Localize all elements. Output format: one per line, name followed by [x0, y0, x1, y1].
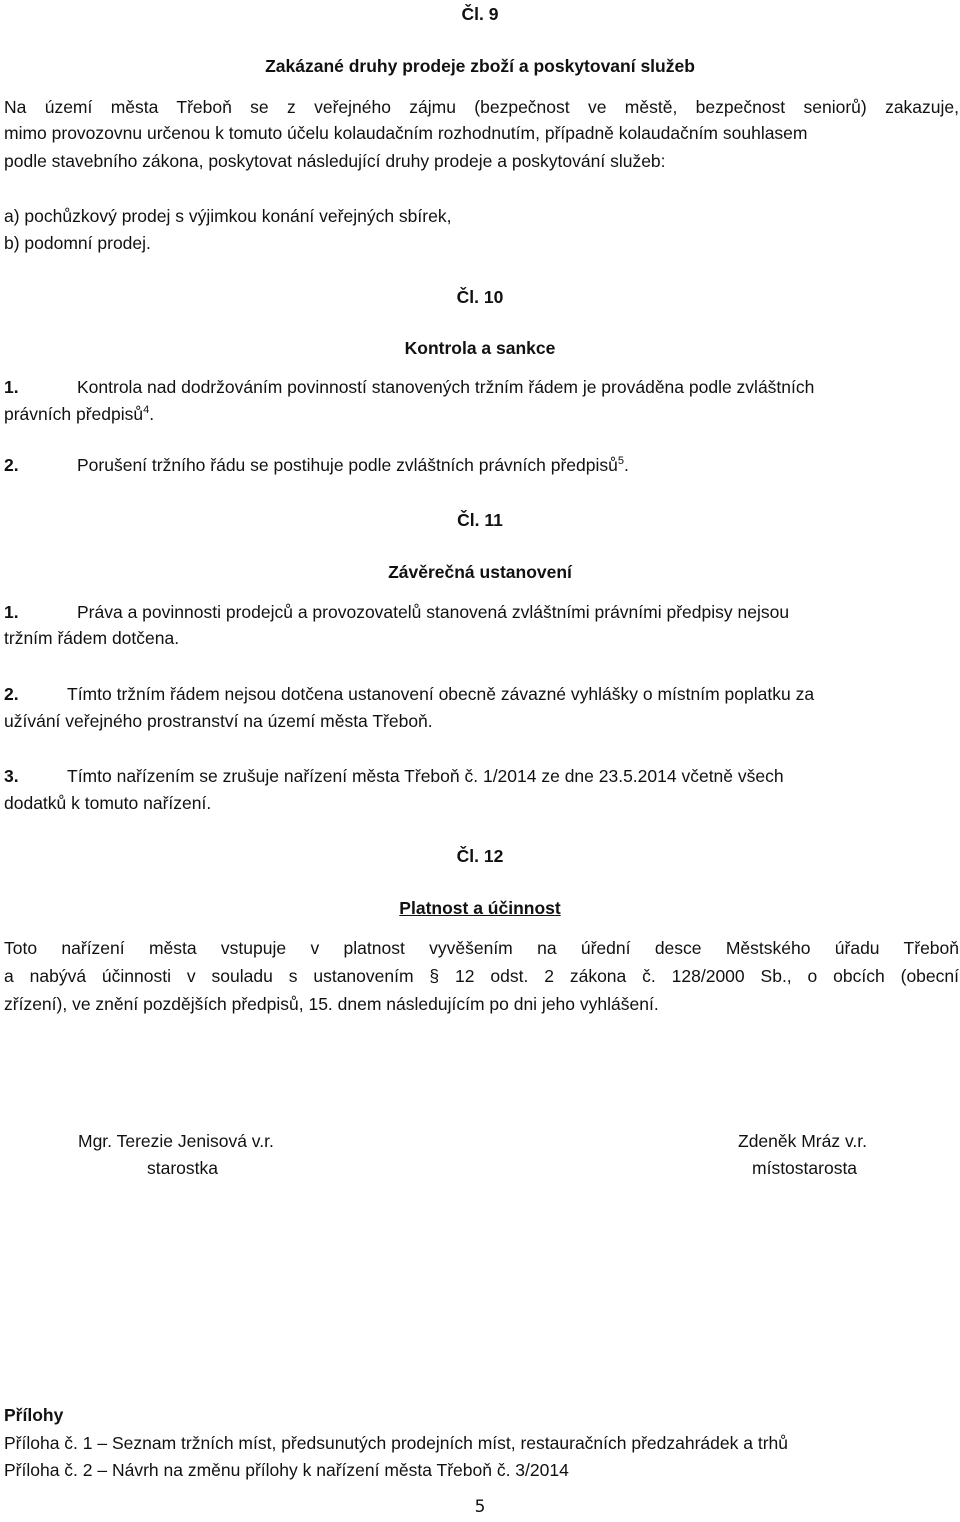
article-12-title: Platnost a účinnost [399, 898, 561, 918]
page-number: 5 [474, 1497, 486, 1517]
article-12-paragraph-line: zřízení), ve znění pozdějších předpisů, 15. dnem následujícím po dni jeho vyhlášení. [4, 994, 659, 1014]
attachments-heading: Přílohy [4, 1405, 64, 1425]
signature-left-name: Mgr. Terezie Jenisová v.r. [78, 1131, 274, 1151]
article-11-point-3-continuation: dodatků k tomuto nařízení. [4, 793, 212, 813]
point-text-end: . [149, 404, 155, 424]
article-11-heading: Čl. 11 [457, 510, 503, 530]
point-number: 1. [4, 602, 19, 622]
article-9-paragraph-line: podle stavebního zákona, poskytovat následující druhy prodeje a poskytování služeb: [4, 151, 666, 171]
point-number: 2. [4, 684, 19, 704]
article-12-heading: Čl. 12 [456, 846, 504, 866]
attachment-item: Příloha č. 1 – Seznam tržních míst, předsunutých prodejních míst, restauračních předzahrádek a trhů [4, 1433, 788, 1453]
article-10-point-2 [4, 455, 629, 475]
signature-left-role: starostka [147, 1158, 218, 1178]
point-text: právních předpisů [4, 404, 144, 424]
article-11-point-3 [4, 766, 784, 786]
article-10-title: Kontrola a sankce [404, 338, 556, 358]
point-text: Kontrola nad dodržováním povinností stanovených tržním řádem je prováděna podle zvláštních [77, 377, 815, 397]
point-text: Porušení tržního řádu se postihuje podle zvláštních právních předpisů [77, 455, 618, 475]
point-number: 3. [4, 766, 19, 786]
point-number: 1. [4, 377, 19, 397]
footnote-reference: 4 [143, 404, 150, 416]
footnote-reference: 5 [617, 455, 625, 467]
article-9-title: Zakázané druhy prodeje zboží a poskytovaní služeb [265, 56, 695, 76]
point-number: 2. [4, 455, 19, 475]
article-9-list-item: b) podomní prodej. [4, 233, 151, 253]
article-12-paragraph-line: Toto nařízení města vstupuje v platnost vyvěšením na úřední desce Městského úřadu Třeboň [4, 938, 959, 958]
signature-right-name: Zdeněk Mráz v.r. [738, 1131, 868, 1151]
article-11-point-2 [4, 684, 814, 704]
article-10-heading: Čl. 10 [456, 287, 504, 307]
article-9-paragraph-line: mimo provozovnu určenou k tomuto účelu kolaudačním rozhodnutím, případně kolaudačním souhlasem [4, 123, 808, 143]
article-10-point-1-continuation [4, 404, 154, 424]
article-12-paragraph-line: a nabývá účinnosti v souladu s ustanovením § 12 odst. 2 zákona č. 128/2000 Sb., o obcích (obecní [4, 966, 959, 986]
article-11-point-1-continuation: tržním řádem dotčena. [4, 628, 180, 648]
article-9-paragraph-line: Na území města Třeboň se z veřejného zájmu (bezpečnost ve městě, bezpečnost seniorů) zakazuje, [4, 97, 959, 117]
point-text: Tímto nařízením se zrušuje nařízení města Třeboň č. 1/2014 ze dne 23.5.2014 včetně všech [67, 766, 784, 786]
point-text-end: . [624, 455, 629, 475]
article-9-list-item: a) pochůzkový prodej s výjimkou konání veřejných sbírek, [4, 206, 452, 226]
point-text: Práva a povinnosti prodejců a provozovatelů stanovená zvláštními právními předpisy nejsou [77, 602, 790, 622]
article-10-point-1 [4, 377, 814, 397]
signature-right-role: místostarosta [752, 1158, 858, 1178]
point-text: Tímto tržním řádem nejsou dotčena ustanovení obecně závazné vyhlášky o místním poplatku za [67, 684, 815, 704]
attachment-item: Příloha č. 2 – Návrh na změnu přílohy k nařízení města Třeboň č. 3/2014 [4, 1460, 569, 1480]
article-11-title: Závěrečná ustanovení [388, 562, 572, 582]
article-11-point-2-continuation: užívání veřejného prostranství na území města Třeboň. [4, 711, 433, 731]
article-9-heading: Čl. 9 [461, 4, 499, 24]
article-11-point-1 [4, 602, 789, 622]
